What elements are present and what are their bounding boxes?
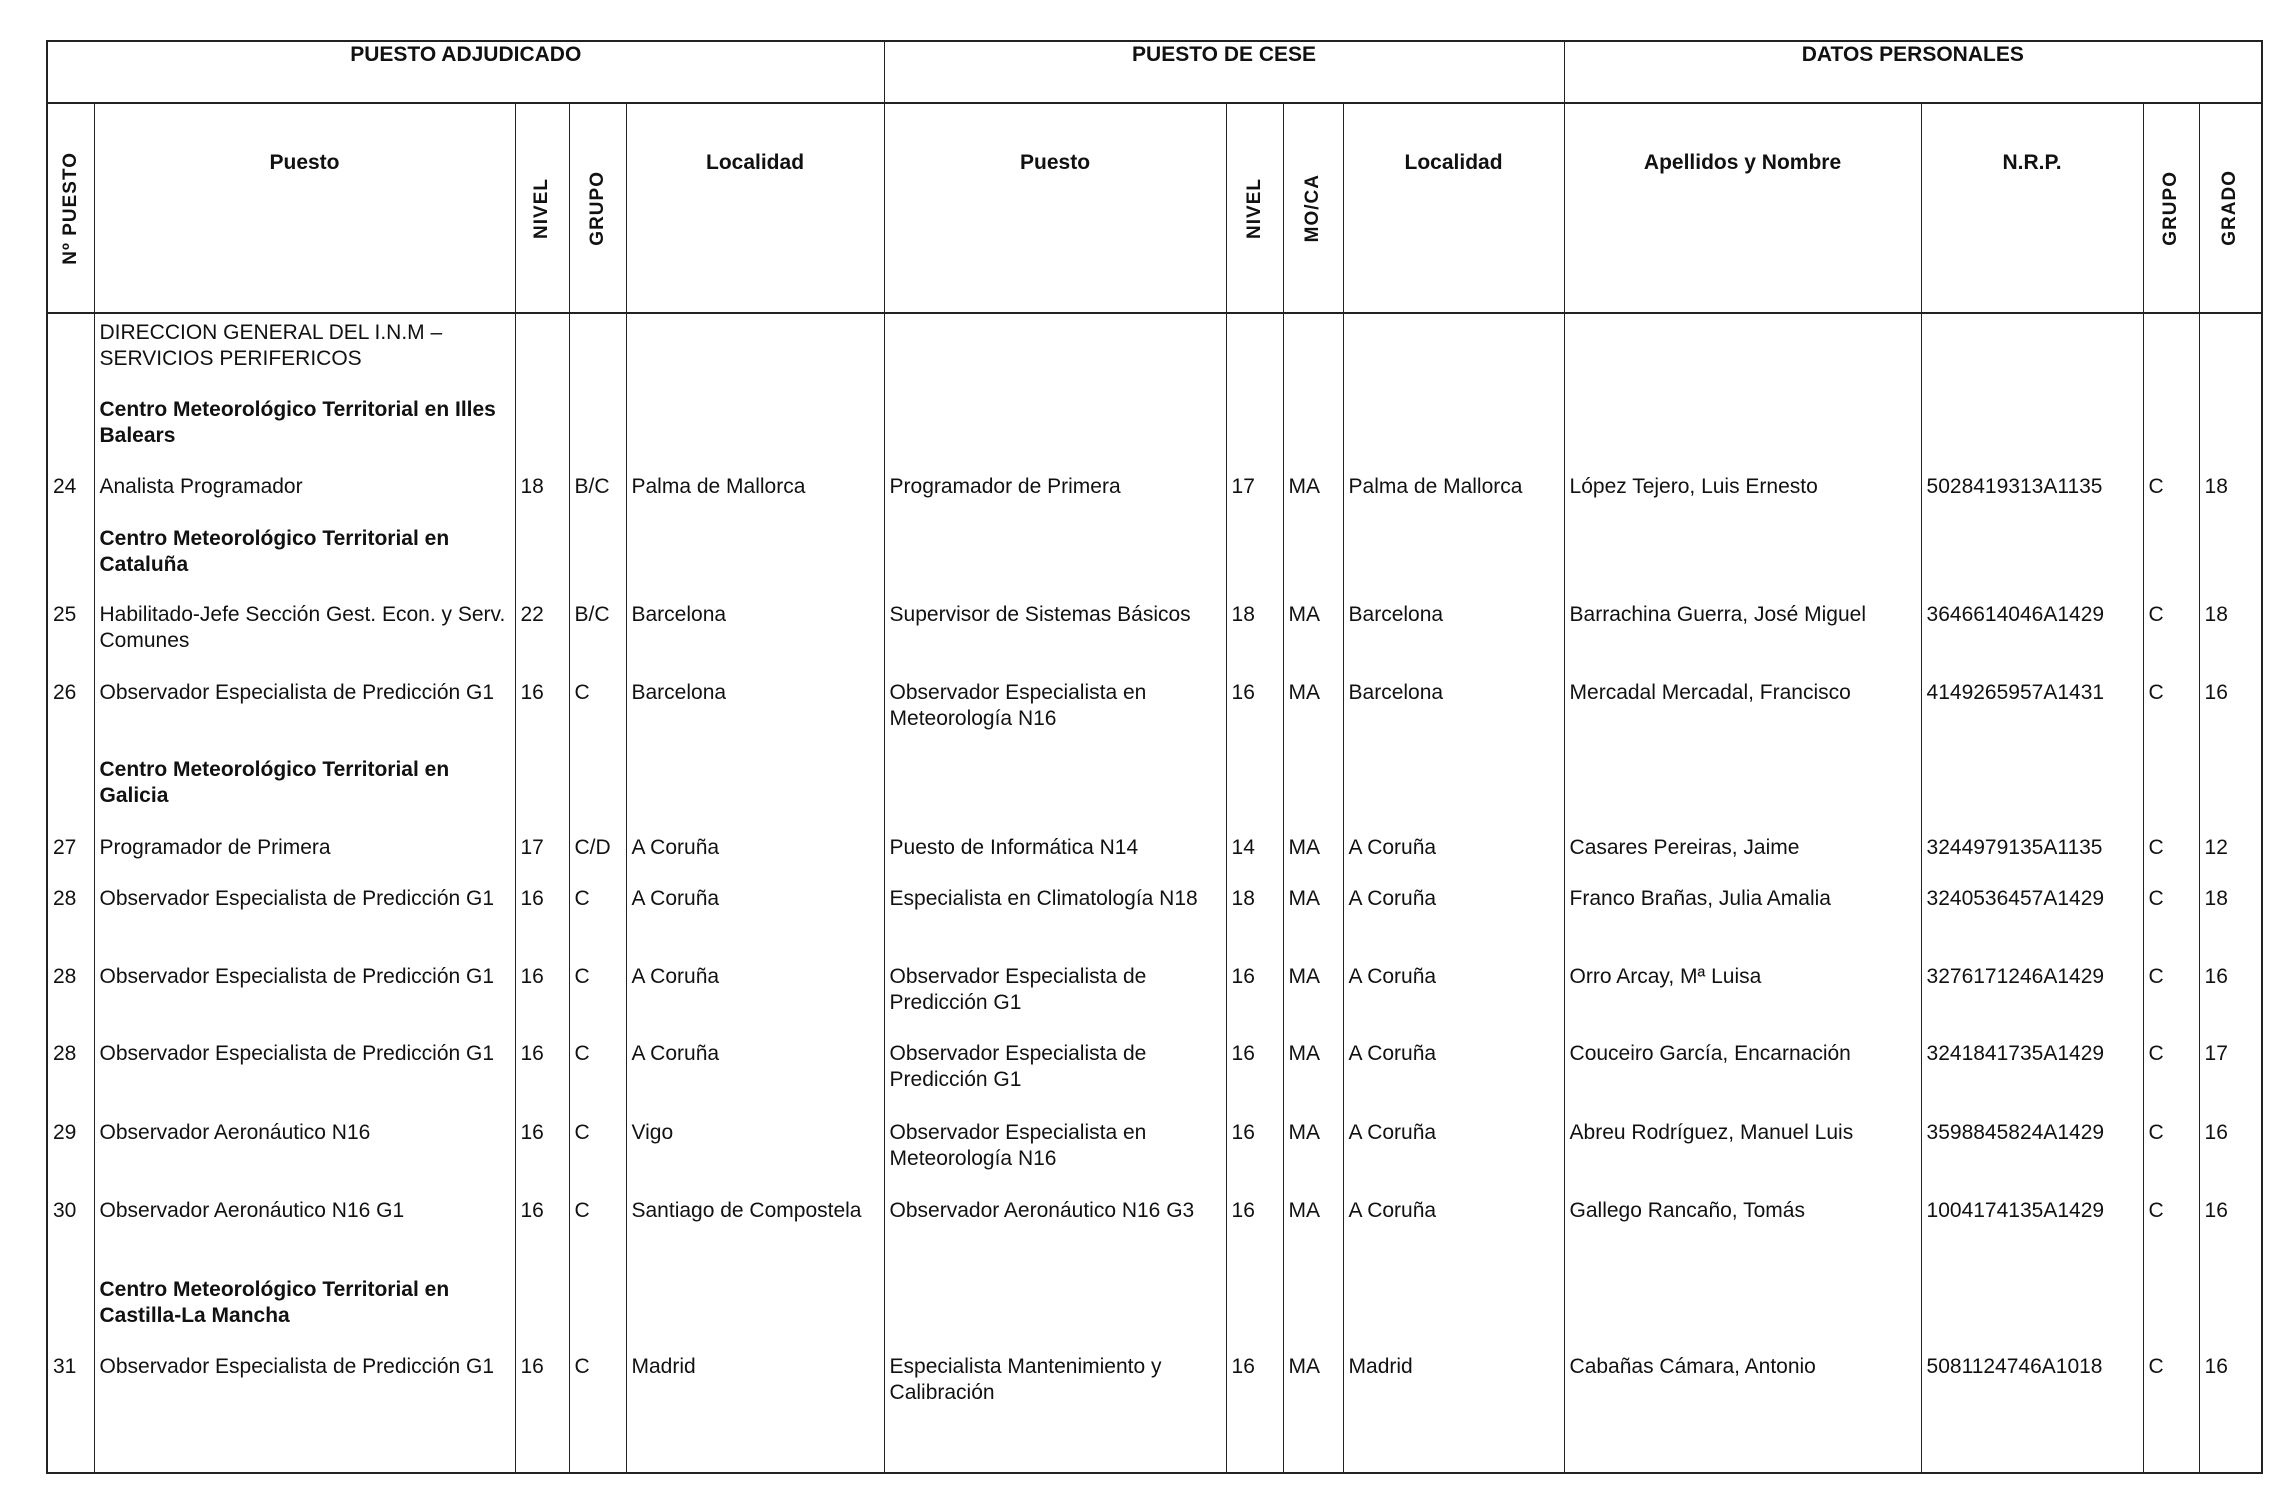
col-cese-localidad: Localidad [1343, 103, 1564, 313]
col-grupo: GRUPO [2143, 103, 2199, 313]
cell-cese-localidad: A Coruña [1343, 829, 1564, 880]
empty-cell [2199, 1271, 2262, 1348]
empty-cell [1283, 751, 1343, 829]
cell-localidad: A Coruña [626, 880, 884, 958]
cell-nivel: 16 [515, 880, 569, 958]
cell-moca: MA [1283, 880, 1343, 958]
cell-n-puesto: 30 [47, 1192, 94, 1271]
empty-cell [47, 391, 94, 468]
cell-puesto: Programador de Primera [94, 829, 515, 880]
empty-cell [1921, 313, 2143, 391]
empty-cell [1226, 391, 1283, 468]
cell-cese-puesto: Observador Especialista en Meteorología N16 [884, 674, 1226, 751]
cell-moca: MA [1283, 1348, 1343, 1473]
section-row [47, 1271, 2262, 1348]
empty-cell [2143, 520, 2199, 596]
cell-cese-nivel: 16 [1226, 958, 1283, 1035]
empty-cell [569, 520, 626, 596]
cell-grupo-personal: C [2143, 596, 2199, 674]
cell-apellidos-nombre: Barrachina Guerra, José Miguel [1564, 596, 1921, 674]
cell-grupo: C [569, 1114, 626, 1192]
col-cese-moca: MO/CA [1283, 103, 1343, 313]
cell-nrp: 3241841735A1429 [1921, 1035, 2143, 1114]
cell-nivel: 18 [515, 468, 569, 520]
cell-puesto: Analista Programador [94, 468, 515, 520]
table-row [47, 1192, 2262, 1271]
cell-moca: MA [1283, 674, 1343, 751]
empty-cell [1283, 313, 1343, 391]
col-nrp: N.R.P. [1921, 103, 2143, 313]
cell-apellidos-nombre: Gallego Rancaño, Tomás [1564, 1192, 1921, 1271]
cell-grado: 18 [2199, 880, 2262, 958]
empty-cell [515, 751, 569, 829]
column-header-row [47, 103, 2262, 313]
cell-nrp: 3276171246A1429 [1921, 958, 2143, 1035]
group-header-puesto-adjudicado: PUESTO ADJUDICADO [47, 41, 884, 103]
cell-cese-puesto: Especialista en Climatología N18 [884, 880, 1226, 958]
col-adj-puesto: Puesto [94, 103, 515, 313]
cell-cese-localidad: A Coruña [1343, 880, 1564, 958]
cell-moca: MA [1283, 829, 1343, 880]
table-row [47, 1035, 2262, 1114]
col-adj-grupo: GRUPO [569, 103, 626, 313]
cell-n-puesto: 26 [47, 674, 94, 751]
cell-puesto: Observador Aeronáutico N16 G1 [94, 1192, 515, 1271]
cell-grupo: C [569, 1035, 626, 1114]
cell-n-puesto: 28 [47, 958, 94, 1035]
empty-cell [2143, 751, 2199, 829]
cell-nrp: 3646614046A1429 [1921, 596, 2143, 674]
cell-nrp: 3244979135A1135 [1921, 829, 2143, 880]
cell-puesto: Observador Especialista de Predicción G1 [94, 674, 515, 751]
empty-cell [1226, 313, 1283, 391]
cell-cese-nivel: 17 [1226, 468, 1283, 520]
cell-cese-nivel: 16 [1226, 1348, 1283, 1473]
table-row [47, 468, 2262, 520]
section-title: Centro Meteorológico Territorial en Castilla-La Mancha [94, 1271, 515, 1348]
cell-nrp: 4149265957A1431 [1921, 674, 2143, 751]
cell-cese-puesto: Observador Especialista de Predicción G1 [884, 958, 1226, 1035]
cell-grupo-personal: C [2143, 1114, 2199, 1192]
cell-nivel: 16 [515, 1348, 569, 1473]
empty-cell [1343, 751, 1564, 829]
cell-n-puesto: 24 [47, 468, 94, 520]
cell-nrp: 1004174135A1429 [1921, 1192, 2143, 1271]
empty-cell [1343, 1271, 1564, 1348]
cell-cese-nivel: 18 [1226, 596, 1283, 674]
cell-n-puesto: 28 [47, 1035, 94, 1114]
section-row [47, 391, 2262, 468]
col-cese-nivel: NIVEL [1226, 103, 1283, 313]
table-row [47, 674, 2262, 751]
adjudication-table [46, 40, 2263, 1474]
empty-cell [1921, 751, 2143, 829]
cell-puesto: Habilitado-Jefe Sección Gest. Econ. y Serv. Comunes [94, 596, 515, 674]
cell-cese-puesto: Observador Especialista de Predicción G1 [884, 1035, 1226, 1114]
cell-nivel: 22 [515, 596, 569, 674]
cell-nrp: 3240536457A1429 [1921, 880, 2143, 958]
cell-cese-localidad: Barcelona [1343, 596, 1564, 674]
cell-grupo-personal: C [2143, 1348, 2199, 1473]
cell-grupo-personal: C [2143, 880, 2199, 958]
cell-cese-nivel: 16 [1226, 1192, 1283, 1271]
empty-cell [1564, 391, 1921, 468]
cell-grado: 18 [2199, 468, 2262, 520]
section-row [47, 751, 2262, 829]
cell-localidad: A Coruña [626, 1035, 884, 1114]
cell-moca: MA [1283, 1035, 1343, 1114]
empty-cell [47, 313, 94, 391]
empty-cell [626, 1271, 884, 1348]
table-row [47, 596, 2262, 674]
cell-grado: 16 [2199, 1348, 2262, 1473]
empty-cell [1283, 391, 1343, 468]
cell-grupo-personal: C [2143, 829, 2199, 880]
empty-cell [569, 313, 626, 391]
empty-cell [1564, 520, 1921, 596]
empty-cell [47, 520, 94, 596]
cell-grupo: B/C [569, 596, 626, 674]
empty-cell [2143, 1271, 2199, 1348]
table-row [47, 880, 2262, 958]
cell-grado: 16 [2199, 958, 2262, 1035]
cell-cese-nivel: 18 [1226, 880, 1283, 958]
group-header-row [47, 41, 2262, 103]
cell-grado: 17 [2199, 1035, 2262, 1114]
col-grado: GRADO [2199, 103, 2262, 313]
cell-puesto: Observador Aeronáutico N16 [94, 1114, 515, 1192]
cell-n-puesto: 28 [47, 880, 94, 958]
empty-cell [1921, 391, 2143, 468]
cell-grupo-personal: C [2143, 1035, 2199, 1114]
empty-cell [626, 391, 884, 468]
cell-cese-localidad: A Coruña [1343, 1192, 1564, 1271]
cell-nrp: 5081124746A1018 [1921, 1348, 2143, 1473]
cell-nivel: 16 [515, 1035, 569, 1114]
cell-grupo: C [569, 880, 626, 958]
table-body [47, 313, 2262, 1473]
empty-cell [884, 313, 1226, 391]
cell-grupo: C [569, 1192, 626, 1271]
table-row [47, 1348, 2262, 1473]
empty-cell [515, 313, 569, 391]
cell-localidad: Barcelona [626, 596, 884, 674]
cell-localidad: Madrid [626, 1348, 884, 1473]
cell-cese-localidad: Palma de Mallorca [1343, 468, 1564, 520]
empty-cell [884, 751, 1226, 829]
section-title: Centro Meteorológico Territorial en Illes Balears [94, 391, 515, 468]
section-title: DIRECCION GENERAL DEL I.N.M – SERVICIOS PERIFERICOS [94, 313, 515, 391]
cell-nrp: 5028419313A1135 [1921, 468, 2143, 520]
empty-cell [2143, 313, 2199, 391]
cell-grupo: C/D [569, 829, 626, 880]
section-row [47, 520, 2262, 596]
cell-moca: MA [1283, 596, 1343, 674]
cell-grado: 16 [2199, 1192, 2262, 1271]
cell-cese-localidad: A Coruña [1343, 1035, 1564, 1114]
cell-apellidos-nombre: Orro Arcay, Mª Luisa [1564, 958, 1921, 1035]
cell-apellidos-nombre: López Tejero, Luis Ernesto [1564, 468, 1921, 520]
empty-cell [1226, 751, 1283, 829]
cell-nivel: 16 [515, 1192, 569, 1271]
empty-cell [569, 391, 626, 468]
cell-grado: 16 [2199, 1114, 2262, 1192]
col-cese-puesto: Puesto [884, 103, 1226, 313]
empty-cell [1343, 520, 1564, 596]
group-header-datos-personales: DATOS PERSONALES [1564, 41, 2262, 103]
cell-puesto: Observador Especialista de Predicción G1 [94, 1348, 515, 1473]
cell-cese-puesto: Observador Especialista en Meteorología N16 [884, 1114, 1226, 1192]
col-adj-nivel: NIVEL [515, 103, 569, 313]
cell-grado: 12 [2199, 829, 2262, 880]
cell-grado: 16 [2199, 674, 2262, 751]
empty-cell [626, 313, 884, 391]
empty-cell [1564, 313, 1921, 391]
empty-cell [2199, 391, 2262, 468]
cell-moca: MA [1283, 1114, 1343, 1192]
cell-localidad: Vigo [626, 1114, 884, 1192]
cell-puesto: Observador Especialista de Predicción G1 [94, 1035, 515, 1114]
empty-cell [1564, 751, 1921, 829]
cell-grupo: C [569, 1348, 626, 1473]
cell-nivel: 16 [515, 674, 569, 751]
col-adj-localidad: Localidad [626, 103, 884, 313]
cell-nivel: 16 [515, 1114, 569, 1192]
cell-puesto: Observador Especialista de Predicción G1 [94, 880, 515, 958]
cell-nivel: 17 [515, 829, 569, 880]
empty-cell [1283, 520, 1343, 596]
empty-cell [2199, 520, 2262, 596]
cell-grupo-personal: C [2143, 958, 2199, 1035]
table-row [47, 829, 2262, 880]
empty-cell [515, 1271, 569, 1348]
cell-cese-nivel: 16 [1226, 674, 1283, 751]
cell-apellidos-nombre: Couceiro García, Encarnación [1564, 1035, 1921, 1114]
cell-apellidos-nombre: Casares Pereiras, Jaime [1564, 829, 1921, 880]
cell-grupo: C [569, 674, 626, 751]
empty-cell [884, 391, 1226, 468]
empty-cell [1283, 1271, 1343, 1348]
table-row [47, 958, 2262, 1035]
cell-grado: 18 [2199, 596, 2262, 674]
table-row [47, 1114, 2262, 1192]
cell-localidad: Santiago de Compostela [626, 1192, 884, 1271]
cell-n-puesto: 29 [47, 1114, 94, 1192]
cell-n-puesto: 25 [47, 596, 94, 674]
cell-n-puesto: 31 [47, 1348, 94, 1473]
empty-cell [515, 520, 569, 596]
cell-cese-localidad: Madrid [1343, 1348, 1564, 1473]
cell-grupo: C [569, 958, 626, 1035]
cell-nivel: 16 [515, 958, 569, 1035]
empty-cell [47, 1271, 94, 1348]
empty-cell [569, 751, 626, 829]
cell-moca: MA [1283, 958, 1343, 1035]
cell-apellidos-nombre: Abreu Rodríguez, Manuel Luis [1564, 1114, 1921, 1192]
empty-cell [2143, 391, 2199, 468]
empty-cell [884, 520, 1226, 596]
cell-grupo-personal: C [2143, 674, 2199, 751]
cell-localidad: Palma de Mallorca [626, 468, 884, 520]
cell-cese-localidad: A Coruña [1343, 958, 1564, 1035]
col-apellidos-nombre: Apellidos y Nombre [1564, 103, 1921, 313]
empty-cell [1226, 520, 1283, 596]
section-title: Centro Meteorológico Territorial en Galicia [94, 751, 515, 829]
empty-cell [1564, 1271, 1921, 1348]
empty-cell [47, 751, 94, 829]
empty-cell [2199, 751, 2262, 829]
section-row [47, 313, 2262, 391]
cell-cese-puesto: Observador Aeronáutico N16 G3 [884, 1192, 1226, 1271]
cell-localidad: A Coruña [626, 958, 884, 1035]
empty-cell [1343, 313, 1564, 391]
empty-cell [1343, 391, 1564, 468]
cell-cese-puesto: Programador de Primera [884, 468, 1226, 520]
cell-nrp: 3598845824A1429 [1921, 1114, 2143, 1192]
cell-cese-localidad: A Coruña [1343, 1114, 1564, 1192]
cell-cese-nivel: 14 [1226, 829, 1283, 880]
empty-cell [515, 391, 569, 468]
cell-grupo: B/C [569, 468, 626, 520]
cell-moca: MA [1283, 1192, 1343, 1271]
cell-cese-localidad: Barcelona [1343, 674, 1564, 751]
group-header-puesto-cese: PUESTO DE CESE [884, 41, 1564, 103]
empty-cell [1921, 520, 2143, 596]
empty-cell [626, 520, 884, 596]
cell-localidad: A Coruña [626, 829, 884, 880]
col-n-puesto: Nº PUESTO [47, 103, 94, 313]
empty-cell [626, 751, 884, 829]
cell-cese-nivel: 16 [1226, 1114, 1283, 1192]
empty-cell [2199, 313, 2262, 391]
empty-cell [1226, 1271, 1283, 1348]
empty-cell [884, 1271, 1226, 1348]
cell-grupo-personal: C [2143, 1192, 2199, 1271]
cell-cese-nivel: 16 [1226, 1035, 1283, 1114]
cell-grupo-personal: C [2143, 468, 2199, 520]
empty-cell [1921, 1271, 2143, 1348]
cell-apellidos-nombre: Mercadal Mercadal, Francisco [1564, 674, 1921, 751]
cell-puesto: Observador Especialista de Predicción G1 [94, 958, 515, 1035]
section-title: Centro Meteorológico Territorial en Cataluña [94, 520, 515, 596]
cell-cese-puesto: Puesto de Informática N14 [884, 829, 1226, 880]
cell-cese-puesto: Especialista Mantenimiento y Calibración [884, 1348, 1226, 1473]
cell-cese-puesto: Supervisor de Sistemas Básicos [884, 596, 1226, 674]
cell-apellidos-nombre: Franco Brañas, Julia Amalia [1564, 880, 1921, 958]
cell-n-puesto: 27 [47, 829, 94, 880]
cell-apellidos-nombre: Cabañas Cámara, Antonio [1564, 1348, 1921, 1473]
cell-localidad: Barcelona [626, 674, 884, 751]
cell-moca: MA [1283, 468, 1343, 520]
empty-cell [569, 1271, 626, 1348]
